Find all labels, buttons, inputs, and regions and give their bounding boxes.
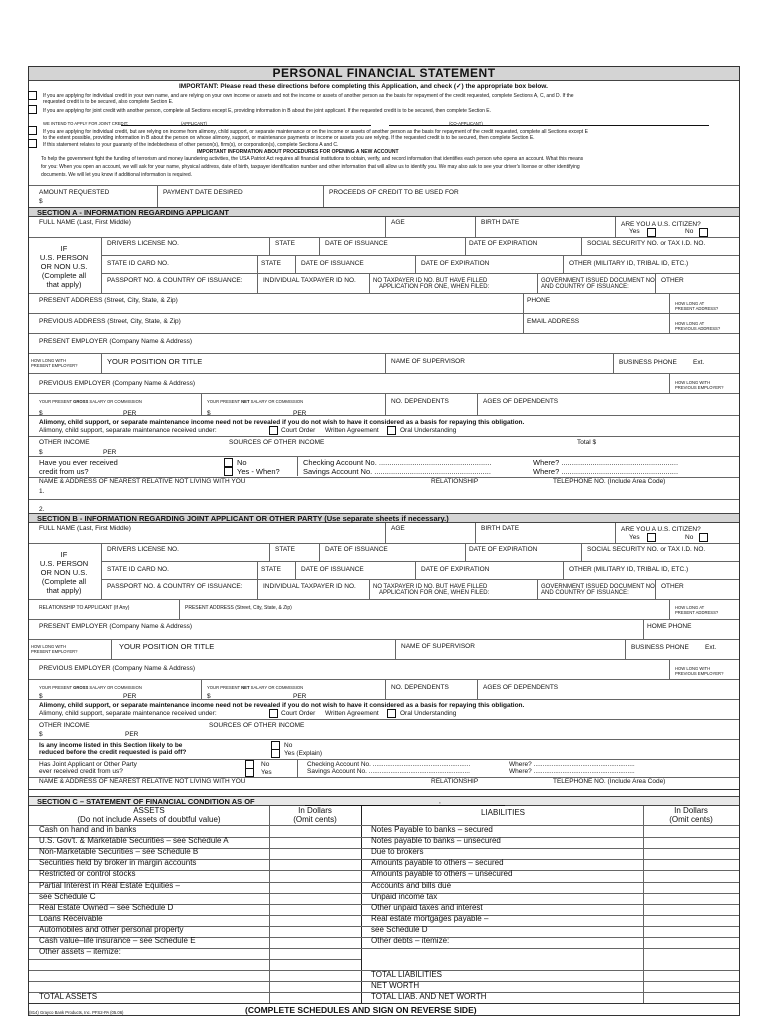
how-long-employer: HOW LONG WITH <box>31 358 67 363</box>
gross-salary-label: YOUR PRESENT GROSS SALARY OR COMMISSION <box>39 399 142 404</box>
b-citizen-yes-label: Yes <box>629 534 640 541</box>
received-yes-label: Yes - When? <box>237 467 280 476</box>
joint-received-label: Has Joint Applicant or Other Party <box>39 761 137 768</box>
present-address-label: PRESENT ADDRESS (Street, City, State, & Zip) <box>39 297 178 304</box>
b-us-person-label: U.S. PERSON <box>39 559 89 568</box>
previous-employer-label: PREVIOUS EMPLOYER (Company Name & Address) <box>39 380 196 387</box>
b-other-income-label: OTHER INCOME <box>39 722 90 729</box>
total-liabilities-label: TOTAL LIABILITIES <box>371 970 442 979</box>
total-liab-net-worth-label: TOTAL LIAB. AND NET WORTH <box>371 992 487 1001</box>
received-no-label: No <box>237 458 247 467</box>
b-business-phone-label: BUSINESS PHONE <box>631 644 689 651</box>
liability-item: Notes payable to banks – unsecured <box>371 836 501 846</box>
b-state-id-expiration-label: DATE OF EXPIRATION <box>421 566 490 573</box>
non-us-label: OR NON U.S. <box>40 262 88 271</box>
business-phone-label: BUSINESS PHONE <box>619 359 677 366</box>
asset-item: Securities held by broker in margin accounts <box>39 858 197 868</box>
section-c-title: SECTION C – STATEMENT OF FINANCIAL CONDITION AS OF <box>37 797 255 806</box>
liability-row-line <box>361 948 739 949</box>
asset-item: U.S. Gov't. & Marketable Securities – see Schedule A <box>39 836 229 846</box>
written-agreement-label: Written Agreement <box>325 427 379 434</box>
joint-received-yes-label: Yes <box>261 769 272 776</box>
section-c-comma: , <box>439 798 441 805</box>
financial-statement-form <box>28 66 740 1016</box>
b-other-id-label: OTHER (MILITARY ID, TRIBAL ID, ETC.) <box>569 566 689 573</box>
itin-label: INDIVIDUAL TAXPAYER ID NO. <box>263 277 356 284</box>
b-itin-label: INDIVIDUAL TAXPAYER ID NO. <box>263 583 356 590</box>
assets-note: (Do not include Assets of doubtful value) <box>77 815 221 824</box>
b-state-id-state-label: STATE <box>261 566 281 573</box>
us-person-label: U.S. PERSON <box>39 253 89 262</box>
applicant-label: (APPLICANT) <box>181 121 208 126</box>
b-birth-date-label: BIRTH DATE <box>481 525 520 532</box>
savings-account-label: Savings Account No. ........................................................ <box>303 467 491 476</box>
how-long-present-2: PRESENT ADDRESS? <box>675 306 719 311</box>
relative-two: 2. <box>39 506 45 513</box>
liability-item: Other unpaid taxes and interest <box>371 902 483 912</box>
telephone-label: TELEPHONE NO. (Include Area Code) <box>553 478 666 485</box>
b-net-salary-label: YOUR PRESENT NET SALARY OR COMMISSION <box>207 685 304 690</box>
present-employer-label: PRESENT EMPLOYER (Company Name & Address) <box>39 338 193 345</box>
checkbox-relying-other-income[interactable] <box>28 126 37 135</box>
b-net-dollar: $ <box>207 693 211 700</box>
liability-item: Other debts – itemize: <box>371 936 450 945</box>
b-alimony-notice: Alimony, child support, or separate maintenance income need not be revealed if you do not wish to have it considered as a basis for repaying this obligation. <box>39 702 525 709</box>
asset-item: Restricted or control stocks <box>39 869 136 879</box>
relative-one: 1. <box>39 488 45 495</box>
citizen-no-checkbox[interactable] <box>699 228 708 237</box>
savings-where-label: Where? ........................................................ <box>533 467 679 476</box>
b-checking-where-label: Where? ........................................................ <box>509 761 635 768</box>
intro-option-3b: to the extent possible, providing information in B about the person on whose alimony, support, or maintenance payments or income or assets you are relying. If the requested credit is to be secured, then complete Section E. <box>43 135 535 141</box>
printer-info: (814) Grayco Bank Products, Inc. PFS2-PA (05.06) <box>29 1010 124 1015</box>
b-telephone-label: TELEPHONE NO. (Include Area Code) <box>553 778 666 785</box>
section-a-title: SECTION A - INFORMATION REGARDING APPLICANT <box>37 208 229 217</box>
state-id-state-label: STATE <box>261 260 281 267</box>
gross-per: PER <box>123 410 137 417</box>
dependents-label: NO. DEPENDENTS <box>391 398 449 405</box>
co-applicant-label: (CO-APPLICANT) <box>449 121 483 126</box>
intro-option-4: If this statement relates to your guaranty of the indebtedness of other person(s), firm(s), or corporation(s), complete Sections A and C. <box>43 142 339 148</box>
age-label: AGE <box>391 219 405 226</box>
b-dl-issuance-label: DATE OF ISSUANCE <box>325 546 388 553</box>
important-directions: IMPORTANT: Please read these directions before completing this Application, and check (✓) the appropriate box below. <box>179 83 548 90</box>
how-long-prev-employer: HOW LONG WITH <box>675 380 711 385</box>
reverse-side-notice: (COMPLETE SCHEDULES AND SIGN ON REVERSE SIDE) <box>245 1005 477 1015</box>
b-savings-account-label: Savings Account No. ........................................................ <box>307 768 470 775</box>
b-oral-understanding-label: Oral Understanding <box>400 710 457 717</box>
b-other-income-per: PER <box>125 731 139 738</box>
sources-income-label: SOURCES OF OTHER INCOME <box>229 439 325 446</box>
b-no-tin-label-2: APPLICATION FOR ONE, WHEN FILED: <box>379 590 490 596</box>
citizen-question: ARE YOU A U.S. CITIZEN? <box>621 221 701 228</box>
other-doc-label: OTHER <box>661 277 684 284</box>
other-income-per: PER <box>103 449 117 456</box>
joint-received-label-2: ever received credit from us? <box>39 768 123 775</box>
received-credit-label-2: credit from us? <box>39 467 89 476</box>
intro-option-3: If you are applying for individual credit, but are relying on income from alimony, child support, or separate maintenance or on the income or assets of another person as the basis for repayment of the credit requested, complete all Sections except E <box>43 129 588 135</box>
intro-option-2: If you are applying for joint credit with another person, complete all Sections except E, providing information in B about the joint applicant. If the requested credit is to be secured, then complete Section E. <box>43 108 492 114</box>
b-gross-salary-label: YOUR PRESENT GROSS SALARY OR COMMISSION <box>39 685 142 690</box>
email-label: EMAIL ADDRESS <box>527 318 580 325</box>
b-checking-account-label: Checking Account No. ...................................................... <box>307 761 471 768</box>
liability-item: Accounts and bills due <box>371 880 452 890</box>
asset-item: Automobiles and other personal property <box>39 924 184 934</box>
b-passport-label: PASSPORT NO. & COUNTRY OF ISSUANCE: <box>107 583 243 590</box>
checkbox-individual-credit[interactable] <box>28 91 37 100</box>
written-agreement-checkbox[interactable] <box>387 426 396 435</box>
b-state-id-label: STATE ID CARD NO. <box>107 566 169 573</box>
b-present-address-label: PRESENT ADDRESS (Street, City, State, & Zip) <box>185 605 292 611</box>
net-salary-label: YOUR PRESENT NET SALARY OR COMMISSION <box>207 399 304 404</box>
income-reduced-question-2: reduced before the credit requested is paid off? <box>39 749 187 756</box>
liabilities-omit-cents: (Omit cents) <box>669 815 713 824</box>
no-tin-label: NO TAXPAYER ID NO. BUT HAVE FILLED <box>373 278 488 284</box>
net-worth-label: NET WORTH <box>371 981 420 990</box>
state-id-expiration-label: DATE OF EXPIRATION <box>421 260 490 267</box>
previous-address-label: PREVIOUS ADDRESS (Street, City, State, & Zip) <box>39 318 181 325</box>
b-how-long-prev-employer-2: PREVIOUS EMPLOYER? <box>675 671 724 676</box>
drivers-license-label: DRIVERS LICENSE NO. <box>107 240 179 247</box>
patriot-act-text-1: To help the government fight the funding of terrorism and money laundering activities, the USA Patriot Act requires all financial institutions to obtain, verify, and record information that identifies each person who opens an account. What this means <box>41 156 584 162</box>
income-reduced-question: Is any income listed in this Section likely to be <box>39 742 183 749</box>
b-drivers-license-label: DRIVERS LICENSE NO. <box>107 546 179 553</box>
b-ssn-label: SOCIAL SECURITY NO. or TAX I.D. NO. <box>587 546 706 553</box>
total-income-label: Total $ <box>577 439 597 446</box>
b-previous-employer-label: PREVIOUS EMPLOYER (Company Name & Address) <box>39 665 196 672</box>
b-alimony-received-label: Alimony, child support, separate maintenance received under: <box>39 710 217 717</box>
section-b-header <box>29 513 739 523</box>
b-present-employer-label: PRESENT EMPLOYER (Company Name & Address) <box>39 623 193 630</box>
joint-received-no-label: No <box>261 761 270 768</box>
citizen-yes-checkbox[interactable] <box>647 228 656 237</box>
relationship-label: RELATIONSHIP <box>431 478 479 485</box>
phone-label: PHONE <box>527 297 551 304</box>
received-no-checkbox[interactable] <box>224 458 233 467</box>
court-order-checkbox[interactable] <box>269 426 278 435</box>
citizen-no-label: No <box>685 228 694 235</box>
assets-heading: ASSETS <box>133 806 165 815</box>
b-sources-income-label: SOURCES OF OTHER INCOME <box>209 722 305 729</box>
other-id-label: OTHER (MILITARY ID, TRIBAL ID, ETC.) <box>569 260 689 267</box>
liability-item: Amounts payable to others – secured <box>371 858 504 868</box>
total-assets-label: TOTAL ASSETS <box>39 992 98 1001</box>
liabilities-in-dollars: In Dollars <box>674 806 708 815</box>
assets-omit-cents: (Omit cents) <box>293 815 337 824</box>
oral-understanding-label: Oral Understanding <box>400 427 457 434</box>
liability-item: see Schedule D <box>371 924 428 934</box>
proceeds-label: PROCEEDS OF CREDIT TO BE USED FOR <box>329 189 459 196</box>
court-order-label: Court Order <box>281 427 316 434</box>
that-apply-label: that apply) <box>46 280 82 289</box>
how-long-previous-2: PREVIOUS ADDRESS? <box>675 326 721 331</box>
b-written-agreement-checkbox[interactable] <box>387 709 396 718</box>
income-reduced-yes-checkbox[interactable] <box>271 749 280 758</box>
liability-item: Real estate mortgages payable – <box>371 913 489 923</box>
home-phone-label: HOME PHONE <box>647 623 692 630</box>
dl-state-label: STATE <box>275 240 295 247</box>
supervisor-label: NAME OF SUPERVISOR <box>391 358 465 365</box>
asset-row-line <box>29 959 361 960</box>
amount-requested-label: AMOUNT REQUESTED <box>39 189 110 196</box>
joint-received-yes-checkbox[interactable] <box>245 768 254 777</box>
b-that-apply-label: that apply) <box>46 586 82 595</box>
liability-item: Notes Payable to banks – secured <box>371 825 493 834</box>
b-citizen-no-checkbox[interactable] <box>699 533 708 542</box>
b-other-doc-label: OTHER <box>661 583 684 590</box>
b-supervisor-label: NAME OF SUPERVISOR <box>401 643 475 650</box>
complete-all-label: (Complete all <box>41 271 87 280</box>
asset-item: Real Estate Owned – see Schedule D <box>39 902 174 912</box>
state-id-label: STATE ID CARD NO. <box>107 260 169 267</box>
checking-account-label: Checking Account No. ...................................................... <box>303 458 492 467</box>
section-b-title: SECTION B - INFORMATION REGARDING JOINT APPLICANT OR OTHER PARTY (Use separate sheets if necessary.) <box>37 514 449 523</box>
b-how-long-employer-2: PRESENT EMPLOYER? <box>31 649 78 654</box>
intro-option-1: If you are applying for individual credit in your own name, and are relying on your own income or assets and not the income or assets of another person as the basis for repayment of the credit requested, complete Sections A, C, and D. If the <box>43 93 574 99</box>
ssn-label: SOCIAL SECURITY NO. or TAX I.D. NO. <box>587 240 706 247</box>
b-relationship-label: RELATIONSHIP <box>431 778 479 785</box>
birth-date-label: BIRTH DATE <box>481 219 520 226</box>
b-citizen-question: ARE YOU A U.S. CITIZEN? <box>621 526 701 533</box>
intro-option-1b: requested credit is to be secured, also complete Section E. <box>43 99 174 105</box>
b-gross-dollar: $ <box>39 693 43 700</box>
b-complete-all-label: (Complete all <box>41 577 87 586</box>
nearest-relative-label: NAME & ADDRESS OF NEAREST RELATIVE NOT LIVING WITH YOU <box>39 478 246 485</box>
gov-doc-label: GOVERNMENT ISSUED DOCUMENT NO. <box>541 278 657 284</box>
important-info-heading: IMPORTANT INFORMATION ABOUT PROCEDURES FOR OPENING A NEW ACCOUNT <box>197 149 399 155</box>
b-citizen-no-label: No <box>685 534 694 541</box>
b-court-order-checkbox[interactable] <box>269 709 278 718</box>
b-written-agreement-label: Written Agreement <box>325 710 379 717</box>
liability-item: Amounts payable to others – unsecured <box>371 869 513 879</box>
b-position-label: YOUR POSITION OR TITLE <box>119 642 215 651</box>
other-income-dollar: $ <box>39 449 43 456</box>
b-dl-state-label: STATE <box>275 546 295 553</box>
how-long-present: HOW LONG AT <box>675 301 705 306</box>
dl-expiration-label: DATE OF EXPIRATION <box>469 240 538 247</box>
state-id-issuance-label: DATE OF ISSUANCE <box>301 260 364 267</box>
if-label: IF <box>60 244 68 253</box>
b-non-us-label: OR NON U.S. <box>40 568 88 577</box>
how-long-previous: HOW LONG AT <box>675 321 705 326</box>
relationship-applicant-label: RELATIONSHIP TO APPLICANT (If Any) <box>39 605 130 611</box>
liability-item: Unpaid income tax <box>371 891 438 901</box>
liabilities-heading: LIABILITIES <box>480 808 526 817</box>
gov-doc-label-2: AND COUNTRY OF ISSUANCE: <box>541 284 629 290</box>
received-credit-label: Have you ever received <box>39 458 118 467</box>
section-a-header <box>29 207 739 217</box>
assets-in-dollars: In Dollars <box>298 806 332 815</box>
b-gov-doc-label: GOVERNMENT ISSUED DOCUMENT NO. <box>541 584 657 590</box>
b-no-tin-label: NO TAXPAYER ID NO. BUT HAVE FILLED <box>373 584 488 590</box>
how-long-prev-employer-2: PREVIOUS EMPLOYER? <box>675 385 724 390</box>
payment-date-label: PAYMENT DATE DESIRED <box>163 189 243 196</box>
b-how-long-employer: HOW LONG WITH <box>31 644 67 649</box>
b-if-label: IF <box>60 550 68 559</box>
b-ext-label: Ext. <box>705 644 717 651</box>
amount-dollar: $ <box>39 198 43 205</box>
b-gross-per: PER <box>123 693 137 700</box>
b-how-long-prev-employer: HOW LONG WITH <box>675 666 711 671</box>
full-name-label: FULL NAME (Last, First Middle) <box>39 219 131 226</box>
b-nearest-relative-label: NAME & ADDRESS OF NEAREST RELATIVE NOT LIVING WITH YOU <box>39 778 246 785</box>
citizen-yes-label: Yes <box>629 228 640 235</box>
passport-label: PASSPORT NO. & COUNTRY OF ISSUANCE: <box>107 277 243 284</box>
asset-item: Non-Marketable Securities – see Schedule B <box>39 847 199 857</box>
asset-item: Cash on hand and in banks <box>39 825 137 834</box>
form-title: PERSONAL FINANCIAL STATEMENT <box>29 67 739 81</box>
income-reduced-yes-label: Yes (Explain) <box>284 750 323 757</box>
patriot-act-text-2: for you: When you open an account, we will ask for your name, physical address, date of birth, taxpayer identification number and other information that will allow us to identify you. We may also ask to see your driver's license or other identifying <box>41 164 580 170</box>
asset-item: Cash value–life insurance – see Schedule E <box>39 936 196 945</box>
b-court-order-label: Court Order <box>281 710 316 717</box>
b-net-per: PER <box>293 693 307 700</box>
b-state-id-issuance-label: DATE OF ISSUANCE <box>301 566 364 573</box>
b-savings-where-label: Where? ........................................................ <box>509 768 635 775</box>
asset-item: see Schedule C <box>39 891 96 901</box>
no-tin-label-2: APPLICATION FOR ONE, WHEN FILED: <box>379 284 490 290</box>
checkbox-guaranty[interactable] <box>28 139 37 148</box>
income-reduced-no-label: No <box>284 742 293 749</box>
b-how-long-present-2: PRESENT ADDRESS? <box>675 610 719 615</box>
other-income-label: OTHER INCOME <box>39 439 90 446</box>
asset-item: Loans Receivable <box>39 913 103 923</box>
b-full-name-label: FULL NAME (Last, First Middle) <box>39 525 131 532</box>
liability-item: Due to brokers <box>371 847 424 857</box>
asset-item: Other assets – itemize: <box>39 947 121 957</box>
alimony-received-label: Alimony, child support, separate maintenance received under: <box>39 427 217 434</box>
gross-dollar: $ <box>39 410 43 417</box>
patriot-act-text-3: documents. We will let you know if additional information is required. <box>41 172 193 178</box>
b-dl-expiration-label: DATE OF EXPIRATION <box>469 546 538 553</box>
checking-where-label: Where? ........................................................ <box>533 458 679 467</box>
received-yes-checkbox[interactable] <box>224 467 233 476</box>
intend-joint-credit: WE INTEND TO APPLY FOR JOINT CREDIT: <box>43 121 129 126</box>
how-long-employer-2: PRESENT EMPLOYER? <box>31 363 78 368</box>
ext-label: Ext. <box>693 359 705 366</box>
b-ages-dependents-label: AGES OF DEPENDENTS <box>483 684 559 691</box>
asset-item: Partial Interest in Real Estate Equities – <box>39 880 180 890</box>
b-citizen-yes-checkbox[interactable] <box>647 533 656 542</box>
checkbox-joint-credit[interactable] <box>28 105 37 114</box>
alimony-notice: Alimony, child support, or separate maintenance income need not be revealed if you do not wish to have it considered as a basis for repaying this obligation. <box>39 419 525 426</box>
b-dependents-label: NO. DEPENDENTS <box>391 684 449 691</box>
b-gov-doc-label-2: AND COUNTRY OF ISSUANCE: <box>541 590 629 596</box>
position-label: YOUR POSITION OR TITLE <box>107 357 203 366</box>
b-other-income-dollar: $ <box>39 731 43 738</box>
net-dollar: $ <box>207 410 211 417</box>
dl-issuance-label: DATE OF ISSUANCE <box>325 240 388 247</box>
ages-dependents-label: AGES OF DEPENDENTS <box>483 398 559 405</box>
b-how-long-present: HOW LONG AT <box>675 605 705 610</box>
b-age-label: AGE <box>391 525 405 532</box>
net-per: PER <box>293 410 307 417</box>
